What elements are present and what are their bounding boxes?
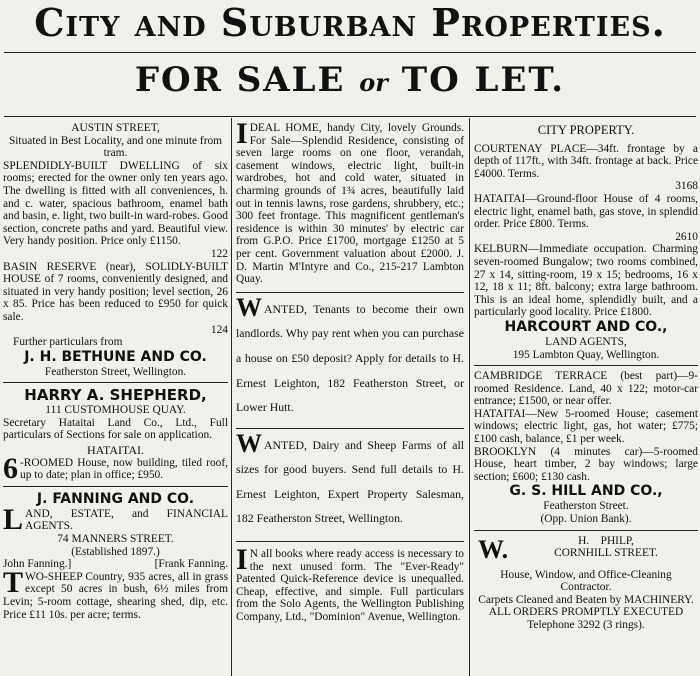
separator	[236, 292, 464, 293]
bethune-address: Featherston Street, Wellington.	[44, 365, 187, 378]
philp-line1: House, Window, and Office-Cleaning Contractor.	[500, 568, 672, 594]
philp-h: H.	[578, 534, 590, 547]
city-property-heading: CITY PROPERTY.	[537, 123, 635, 137]
wanted-farms-text: ANTED, Dairy and Sheep Farms of all sizes for good buyers. Send full details to H. Ernest Leighton, Expert Property Salesman, 182 Featherston Street, Wellington.	[236, 437, 464, 526]
partners	[3, 558, 228, 571]
courtenay-ad: COURTENAY PLACE—34ft. frontage by a depth of 117ft., with 34ft. frontage at back. Price £4000. Terms.	[474, 142, 698, 180]
austin-ad: SPLENDIDLY-BUILT DWELLING of six rooms; erected for the owner only ten years ago. The dwelling is fitted with all conveniences, h. and c. water, spacious bathroom, enamel bath and basin, e. light, two built-in ward-robes. Good section, concrete paths and yard. Beautiful view. Very handy position. Price only £1150.	[3, 159, 228, 248]
brooklyn-ad: BROOKLYN (4 minutes car)—5-roomed House, heart timber, 2 bay windows; large section; £600; £130 cash.	[474, 445, 698, 483]
bethune-name: J. H. BETHUNE AND CO.	[24, 348, 207, 365]
drop-cap: W	[236, 292, 262, 322]
hataitai-new-ad: HATAITAI—New 5-roomed House; casement windows; electric light, gas, hot water; £775; £100 cash, balance, £1 per week.	[474, 407, 698, 446]
courtenay-ref: 3168	[675, 180, 698, 193]
basin-ad: BASIN RESERVE (near), SOLIDLY-BUILT HOUSE of 7 rooms, conveniently designed, and situated in very handy position; level section, 26 x 85. Price has been reduced to £950 for quick sale.	[3, 260, 228, 323]
kelburn-ad: KELBURN—Immediate occupation. Charming seven-roomed Bungalow; two rooms combined, 27 x 14, sitting-room, 19 x 15; bedrooms, 16 x 12, 18 x 11; 8ft. balcony; extra large bathroom. This is an ideal home, splendidly built, and a particularly good locality. Price £1800.	[474, 243, 698, 319]
austin-sub: Situated in Best Locality, and one minute from tram.	[8, 134, 223, 160]
philp-name: PHILP,	[600, 534, 634, 547]
philp-telephone: Telephone 3292 (3 rings).	[527, 619, 645, 631]
shepherd-address: 111 CUSTOMHOUSE QUAY.	[45, 404, 186, 417]
fanning-name: J. FANNING AND CO.	[36, 490, 195, 507]
established: (Established 1897.)	[71, 545, 160, 558]
column-1	[3, 122, 228, 621]
ever-ready-ad	[236, 543, 464, 624]
frank-fanning: [Frank Fanning.	[154, 558, 228, 571]
philp-line3: ALL ORDERS PROMPTLY EXECUTED	[488, 606, 684, 619]
harcourt-address: 195 Lambton Quay, Wellington.	[512, 348, 660, 361]
shepherd-name: HARRY A. SHEPHERD,	[24, 386, 207, 405]
subtitle-to-let: TO LET.	[401, 60, 566, 100]
philp-line2: Carpets Cleaned and Beaten by MACHINERY.	[478, 593, 694, 606]
separator	[3, 382, 228, 383]
wanted-tenants-text: ANTED, Tenants to become their own landlords. Why pay rent when you can purchase a house on £50 deposit? Apply for details to H. Ernest Leighton, 182 Featherston Street, or Lower Hutt.	[236, 301, 464, 415]
drop-cap: I	[236, 543, 248, 577]
separator	[474, 530, 698, 531]
separator	[474, 365, 698, 366]
further-particulars: Further particulars from	[13, 336, 123, 349]
separator	[236, 541, 464, 542]
column-2	[236, 117, 464, 624]
drop-cap: I	[236, 117, 248, 150]
hataitai-ref: 2610	[675, 230, 698, 243]
hill-opposite: (Opp. Union Bank).	[540, 513, 632, 526]
hataitai-heading: HATAITAI.	[86, 443, 145, 458]
column-3	[474, 122, 698, 632]
hill-name: G. S. HILL AND CO.,	[509, 483, 663, 500]
drop-cap: W	[236, 428, 262, 458]
drop-cap: T	[3, 565, 24, 599]
manners-street: 74 MANNERS STREET.	[57, 533, 174, 546]
austin-heading: AUSTIN STREET,	[71, 122, 160, 134]
separator	[3, 486, 228, 487]
fanning-agents	[3, 502, 228, 536]
sheep-country-text: WO-SHEEP Country, 935 acres, all in grass except 50 acres in bush, 6½ miles from Levin; 5-room cottage, shearing shed, dip, etc. Price £11 10s. per acre; terms.	[3, 570, 228, 621]
six-room-text: -ROOMED House, now building, tiled roof, up to date; plan in office; £950.	[20, 456, 228, 482]
drop-cap: L	[3, 502, 24, 536]
austin-ref: 122	[210, 247, 228, 260]
wanted-farms-ad	[236, 428, 464, 531]
harcourt-sub: LAND AGENTS,	[545, 335, 627, 348]
harcourt-name: HARCOURT AND CO.,	[504, 318, 668, 335]
ideal-home-ad	[236, 117, 464, 286]
title-rule	[4, 52, 696, 53]
column-divider-1	[231, 118, 232, 676]
page-subtitle	[0, 58, 700, 102]
hataitai-ad	[3, 451, 228, 485]
header-rule	[4, 116, 696, 117]
page-title: City and Suburban Properties.	[34, 0, 666, 45]
separator	[236, 428, 464, 429]
ever-ready-text: N all books where ready access is necessary to the next unused form. The "Ever-Ready" Patented Quick-Reference device is unequalled. Cheap, effective, and simple. Full particulars from the Solo Agents, the Wellington Publishing Company, Ltd., "Dominion" Avenue, Wellington.	[236, 548, 464, 624]
wanted-tenants-ad	[236, 292, 464, 420]
hataitai-ground-ad: HATAITAI—Ground-floor House of 4 rooms, electric light, enamel bath, gas stove, in splendid order. Price £800. Terms.	[474, 192, 698, 231]
column-divider-2	[469, 118, 470, 676]
ideal-home-text: DEAL HOME, handy City, lovely Grounds. For Sale—Splendid Residence, consisting of seven large rooms on one floor, verandah, casement windows, electric light, built-in wardrobes, hot and cold water, situated in charming grounds of 1¾ acres, beautifully laid out in tennis lawns, rose gardens, shrubbery, etc.; 300 feet frontage. This magnificent gentleman's residence is within 30 minutes' by electric car from G.P.O. Price £1700, mortgage £1250 at 5 per cent. Government valuation about £2000. J. D. Martin M'Intyre and Co., 215-217 Lambton Quay.	[236, 122, 464, 286]
philp-initial: W.	[478, 534, 509, 564]
basin-ref: 124	[210, 323, 228, 336]
subtitle-or: or	[359, 68, 388, 97]
philp-street: CORNHILL STREET.	[554, 547, 658, 560]
cambridge-ad: CAMBRIDGE TERRACE (best part)—9-roomed Residence. Land, 40 x 122; motor-car entrance; £1500, or near offer.	[474, 370, 698, 408]
philp-ad	[474, 535, 698, 569]
land-agents-text: AND, ESTATE, and FINANCIAL AGENTS.	[25, 507, 228, 533]
drop-cap: 6	[3, 451, 18, 485]
shepherd-ad: Secretary Hataitai Land Co., Ltd., Full particulars of Sections for sale on application.	[3, 416, 228, 442]
hill-address: Featherston Street.	[543, 500, 629, 513]
subtitle-for-sale: FOR SALE	[134, 60, 346, 100]
sheep-country-ad	[3, 565, 228, 621]
john-fanning: John Fanning.]	[3, 558, 72, 571]
